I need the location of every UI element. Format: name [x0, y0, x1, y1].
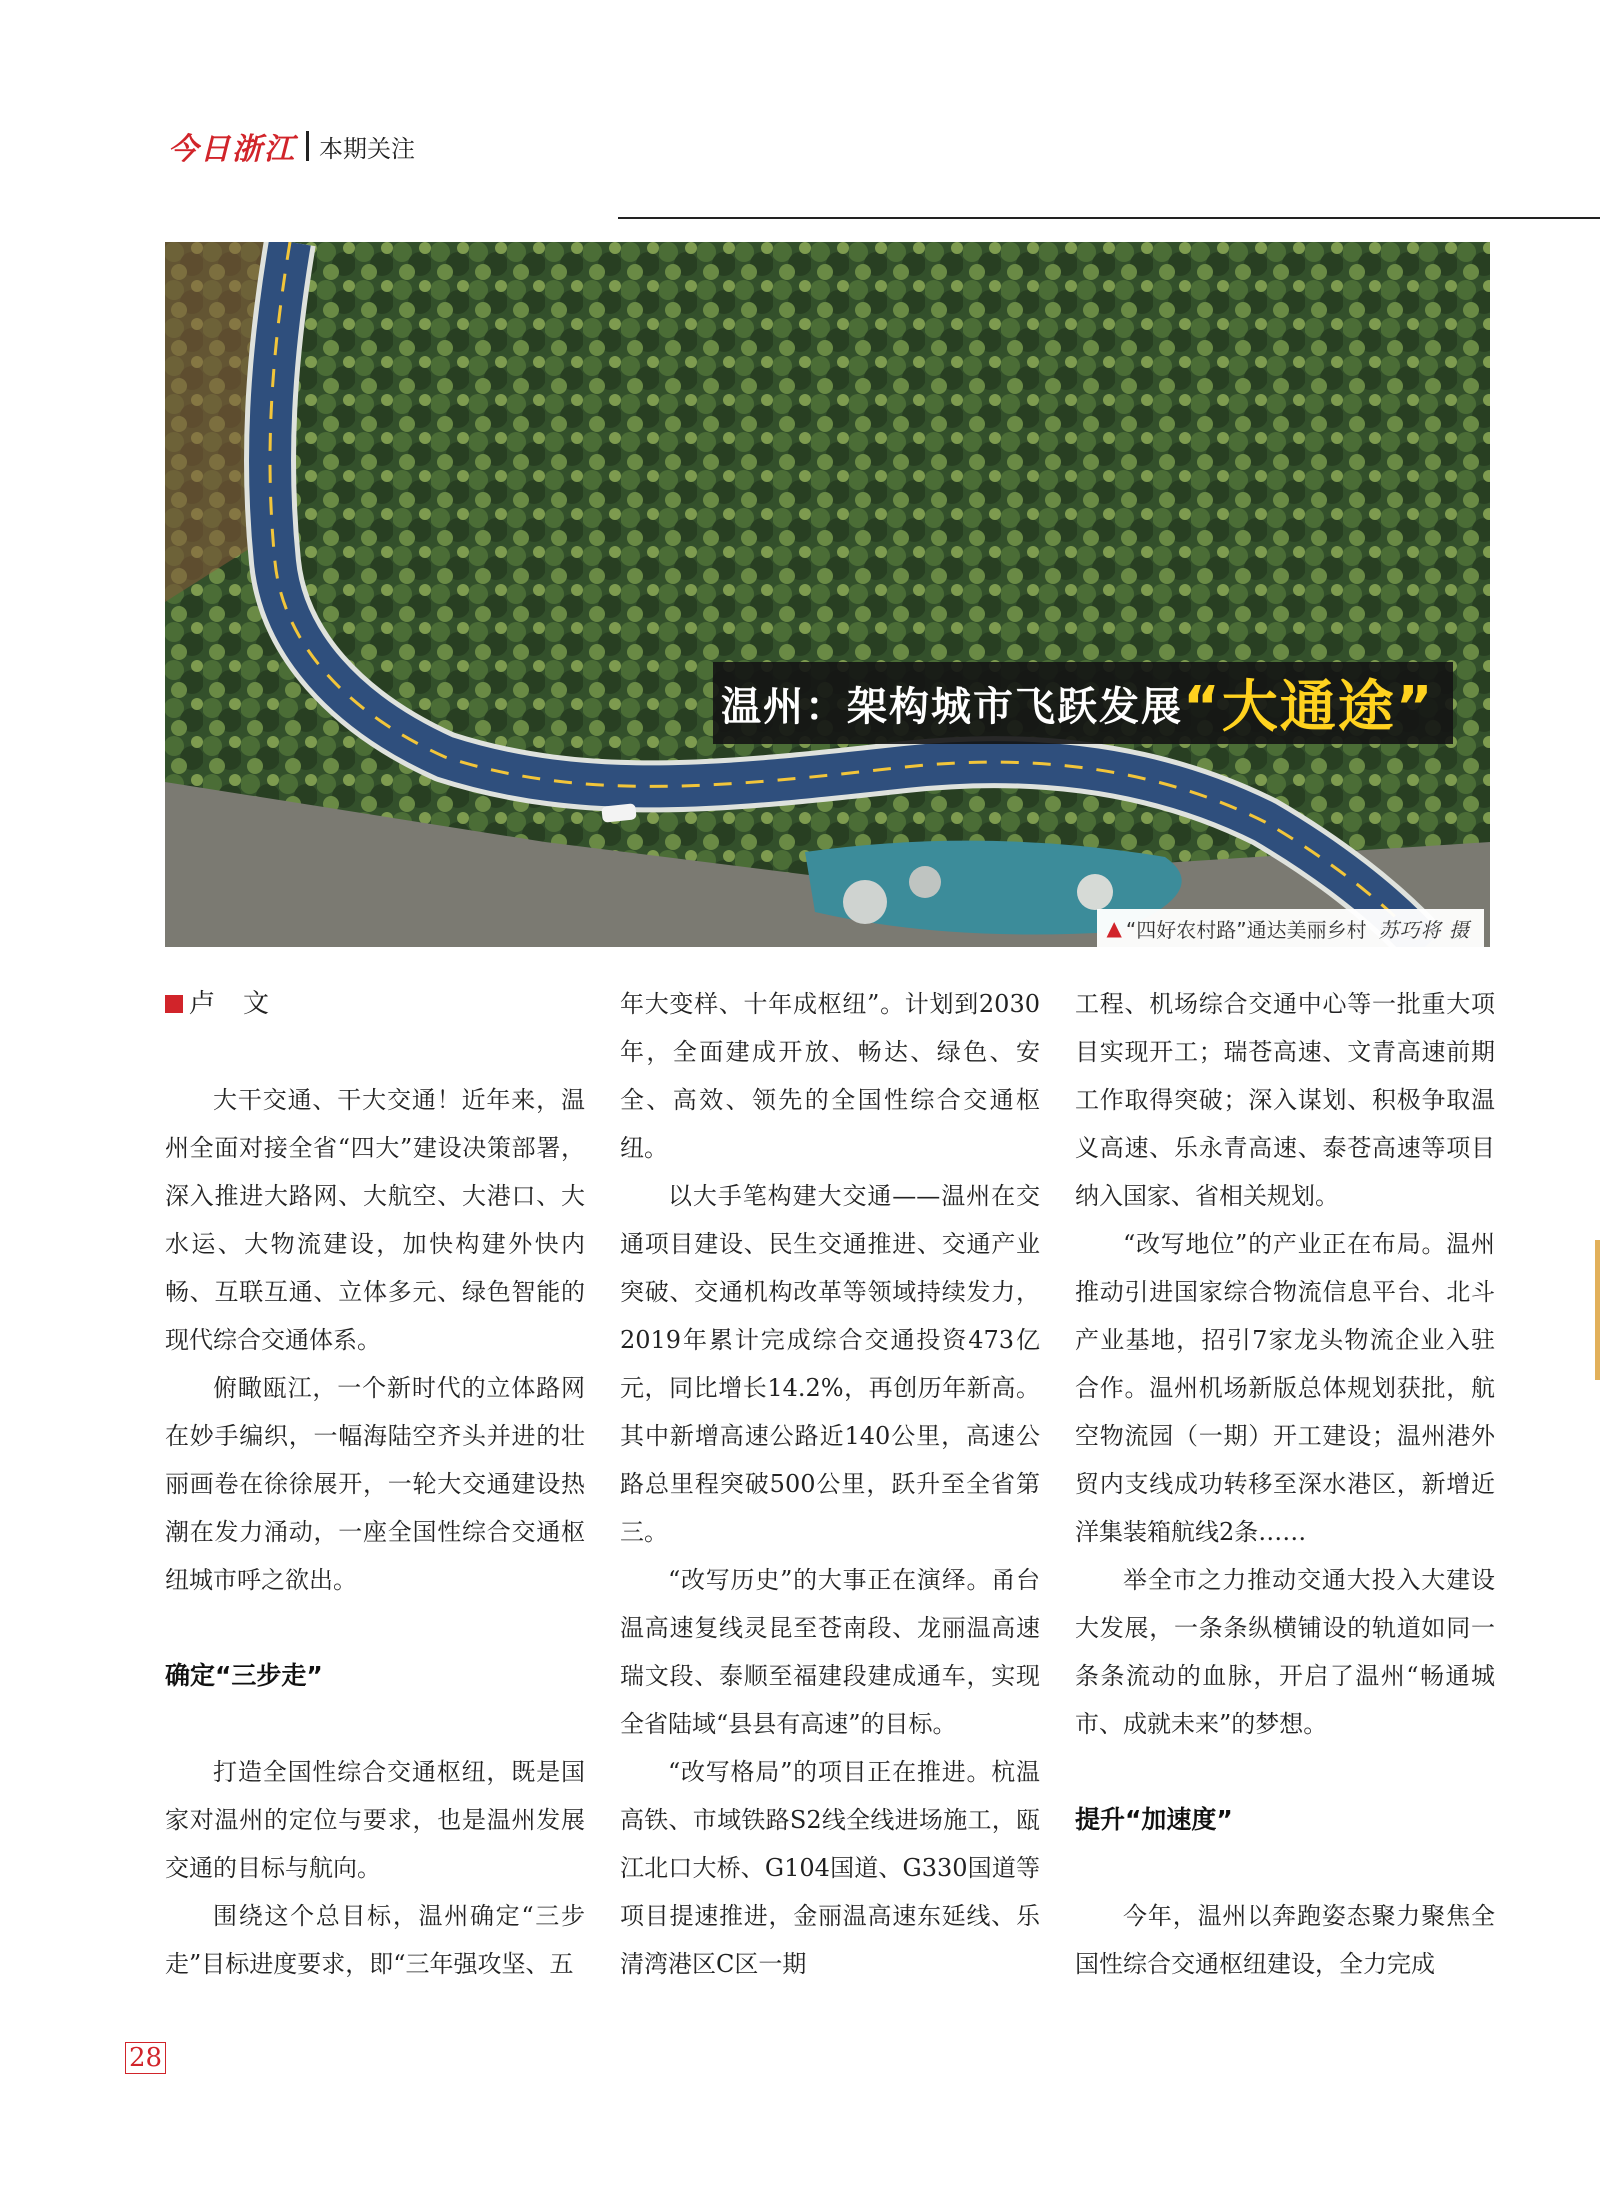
magazine-logo: 今日浙江: [168, 132, 296, 167]
paragraph: “改写格局”的项目正在推进。杭温高铁、市域铁路S2线全线进场施工，瓯江北口大桥、G104国道、G330国道等项目提速推进，金丽温高速东延线、乐清湾港区C区一期: [620, 1758, 1040, 1978]
article-column-3: [1075, 980, 1495, 1988]
article-column-2: [620, 980, 1040, 1988]
feature-photo: [165, 242, 1490, 947]
paragraph: 打造全国性综合交通枢纽，既是国家对温州的定位与要求，也是温州发展交通的目标与航向。: [165, 1758, 585, 1882]
aerial-road-illustration: [165, 242, 1490, 947]
paragraph: “改写历史”的大事正在演绎。甬台温高速复线灵昆至苍南段、龙丽温高速瑞文段、泰顺至福建段建成通车，实现全省陆域“县县有高速”的目标。: [620, 1566, 1040, 1738]
author-marker: [165, 995, 183, 1013]
subheading-2: 提升“加速度”: [1075, 1805, 1233, 1834]
paragraph: 以大手笔构建大交通——温州在交通项目建设、民生交通推进、交通产业突破、交通机构改革等领域持续发力，2019年累计完成综合交通投资473亿元，同比增长14.2%，再创历年新高。其中新增高速公路近140公里，高速公路总里程突破500公里，跃升至全省第三。: [620, 1182, 1040, 1546]
author-name: 卢文: [189, 989, 298, 1019]
feature-headline: [713, 662, 1453, 744]
paragraph: 俯瞰瓯江，一个新时代的立体路网在妙手编织，一幅海陆空齐头并进的壮丽画卷在徐徐展开，一轮大交通建设热潮在发力涌动，一座全国性综合交通枢纽城市呼之欲出。: [165, 1374, 585, 1594]
paragraph: 围绕这个总目标，温州确定“三步走”目标进度要求，即“三年强攻坚、五: [165, 1902, 585, 1978]
paragraph-continued: 工程、机场综合交通中心等一批重大项目实现开工；瑞苍高速、文青高速前期工作取得突破；深入谋划、积极争取温义高速、乐永青高速、泰苍高速等项目纳入国家、省相关规划。: [1075, 990, 1495, 1210]
headline-accent: “大通途”: [1183, 675, 1435, 740]
photo-caption: [1097, 909, 1484, 947]
caption-marker: ▲: [1106, 916, 1122, 940]
page-number: 28: [125, 2042, 166, 2074]
page-header: [168, 126, 415, 166]
header-divider: [306, 131, 309, 161]
subheading-1: 确定“三步走”: [165, 1661, 323, 1690]
header-rule: [618, 217, 1600, 219]
edge-tab-mark: [1595, 1240, 1600, 1380]
article-column-1: [165, 980, 585, 1988]
paragraph-continued: 年大变样、十年成枢纽”。计划到2030年，全面建成开放、畅达、绿色、安全、高效、领先的全国性综合交通枢纽。: [620, 990, 1040, 1162]
paragraph: 举全市之力推动交通大投入大建设大发展，一条条纵横铺设的轨道如同一条条流动的血脉，开启了温州“畅通城市、成就未来”的梦想。: [1075, 1566, 1495, 1738]
photo-credit: 苏巧将 摄: [1378, 917, 1470, 942]
author-line: [165, 980, 585, 1028]
paragraph: 大干交通、干大交通！近年来，温州全面对接全省“四大”建设决策部署，深入推进大路网、大航空、大港口、大水运、大物流建设，加快构建外快内畅、互联互通、立体多元、绿色智能的现代综合交通体系。: [165, 1086, 585, 1354]
headline-main: 温州：架构城市飞跃发展: [721, 683, 1183, 730]
caption-text: “四好农村路”通达美丽乡村: [1125, 917, 1367, 942]
paragraph: 今年，温州以奔跑姿态聚力聚焦全国性综合交通枢纽建设，全力完成: [1075, 1902, 1495, 1978]
section-title: 本期关注: [319, 135, 415, 163]
paragraph: “改写地位”的产业正在布局。温州推动引进国家综合物流信息平台、北斗产业基地，招引7家龙头物流企业入驻合作。温州机场新版总体规划获批，航空物流园（一期）开工建设；温州港外贸内支线成功转移至深水港区，新增近洋集装箱航线2条……: [1075, 1230, 1495, 1546]
